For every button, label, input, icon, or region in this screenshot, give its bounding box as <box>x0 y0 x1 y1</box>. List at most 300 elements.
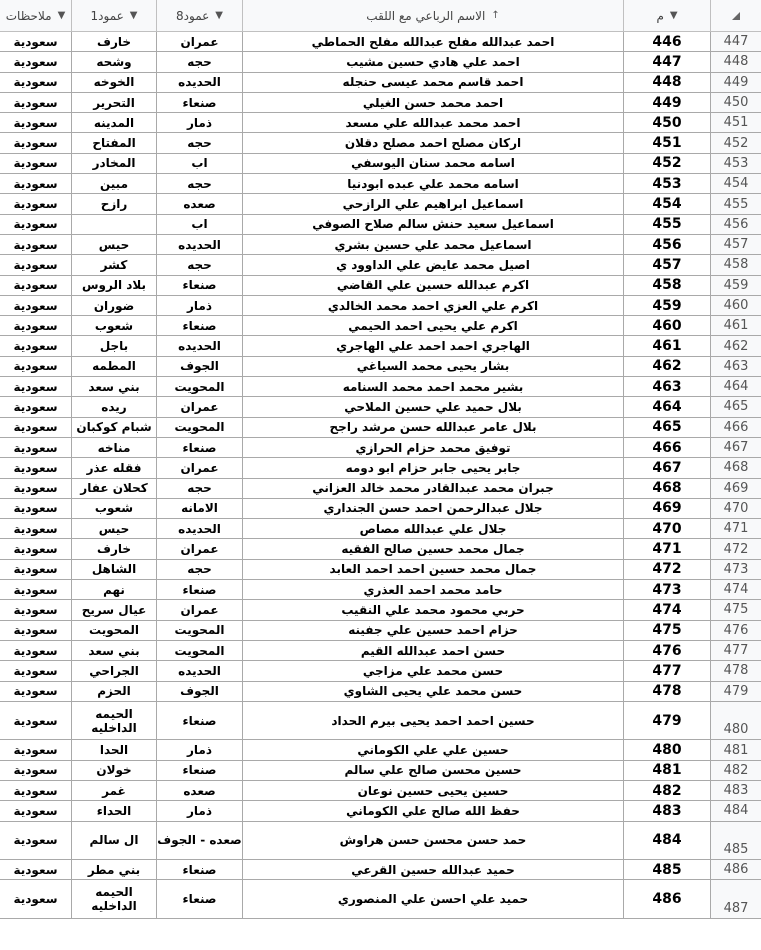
name-cell[interactable]: اكرم عبدالله حسين علي القاضي <box>243 276 624 295</box>
number-cell[interactable]: 474 <box>624 600 711 619</box>
number-cell[interactable]: 458 <box>624 276 711 295</box>
row-number[interactable]: 477 <box>711 641 761 660</box>
col1-cell[interactable]: حيس <box>72 235 157 254</box>
col8-cell[interactable]: صعده <box>157 194 243 213</box>
name-cell[interactable]: احمد محمد عبدالله علي مسعد <box>243 113 624 132</box>
notes-cell[interactable]: سعودية <box>0 801 72 820</box>
col1-cell[interactable]: الشاهل <box>72 560 157 579</box>
col1-cell[interactable]: المفتاح <box>72 133 157 152</box>
col1-cell[interactable]: مناخه <box>72 438 157 457</box>
col1-cell[interactable]: الحزم <box>72 682 157 701</box>
table-row[interactable] <box>0 822 761 861</box>
row-number[interactable]: 464 <box>711 377 761 396</box>
notes-cell[interactable]: سعودية <box>0 539 72 558</box>
filter-dropdown-icon[interactable]: ▼ <box>215 10 223 21</box>
notes-cell[interactable]: سعودية <box>0 133 72 152</box>
name-cell[interactable]: اسامه محمد علي عبده ابودنيا <box>243 174 624 193</box>
table-row[interactable] <box>0 880 761 919</box>
name-cell[interactable]: اكرم علي العزي احمد محمد الخالدي <box>243 296 624 315</box>
col1-cell[interactable]: شبام كوكبان <box>72 418 157 437</box>
filter-dropdown-icon[interactable]: ▼ <box>57 10 66 21</box>
table-row[interactable] <box>0 113 761 133</box>
notes-cell[interactable]: سعودية <box>0 73 72 92</box>
col8-cell[interactable]: اب <box>157 154 243 173</box>
col8-cell[interactable]: صنعاء <box>157 316 243 335</box>
number-cell[interactable]: 461 <box>624 336 711 355</box>
table-row[interactable] <box>0 377 761 397</box>
col8-cell[interactable]: صنعاء <box>157 860 243 879</box>
row-number[interactable]: 485 <box>711 822 761 860</box>
sort-ascending-icon[interactable]: ↑ <box>491 10 500 21</box>
col1-cell[interactable]: شعوب <box>72 316 157 335</box>
notes-cell[interactable]: سعودية <box>0 880 72 918</box>
row-number[interactable]: 466 <box>711 418 761 437</box>
name-cell[interactable]: حمد حسن محسن حسن هراوش <box>243 822 624 860</box>
table-row[interactable] <box>0 519 761 539</box>
col1-cell[interactable]: الحداء <box>72 801 157 820</box>
row-number[interactable]: 456 <box>711 215 761 234</box>
row-number[interactable]: 448 <box>711 52 761 71</box>
row-number[interactable]: 482 <box>711 761 761 780</box>
name-cell[interactable]: جابر يحيى جابر حزام ابو دومه <box>243 458 624 477</box>
col1-cell[interactable]: المطمه <box>72 357 157 376</box>
col1-cell[interactable]: الحدا <box>72 740 157 759</box>
col8-cell[interactable]: ذمار <box>157 801 243 820</box>
row-number[interactable]: 454 <box>711 174 761 193</box>
table-row[interactable] <box>0 682 761 702</box>
notes-cell[interactable]: سعودية <box>0 32 72 51</box>
table-row[interactable] <box>0 52 761 72</box>
number-cell[interactable]: 476 <box>624 641 711 660</box>
col1-cell[interactable]: حيس <box>72 519 157 538</box>
number-cell[interactable]: 471 <box>624 539 711 558</box>
col8-cell[interactable]: صنعاء <box>157 702 243 740</box>
col8-cell[interactable]: حجه <box>157 560 243 579</box>
table-row[interactable] <box>0 255 761 275</box>
table-row[interactable] <box>0 397 761 417</box>
row-number[interactable]: 463 <box>711 357 761 376</box>
table-row[interactable] <box>0 661 761 681</box>
name-cell[interactable]: توفيق محمد حزام الحرازي <box>243 438 624 457</box>
name-cell[interactable]: حسين علي علي الكوماني <box>243 740 624 759</box>
col8-cell[interactable]: عمران <box>157 600 243 619</box>
row-number[interactable]: 447 <box>711 32 761 51</box>
col8-cell[interactable]: صنعاء <box>157 438 243 457</box>
table-row[interactable] <box>0 73 761 93</box>
col1-cell[interactable]: المخادر <box>72 154 157 173</box>
notes-cell[interactable]: سعودية <box>0 740 72 759</box>
col1-cell[interactable]: غمر <box>72 781 157 800</box>
number-cell[interactable]: 466 <box>624 438 711 457</box>
row-number[interactable]: 449 <box>711 73 761 92</box>
col8-cell[interactable]: حجه <box>157 479 243 498</box>
notes-cell[interactable]: سعودية <box>0 822 72 860</box>
header-col1[interactable] <box>72 0 157 31</box>
col8-cell[interactable]: الجوف <box>157 357 243 376</box>
name-cell[interactable]: جمال محمد حسين صالح الفقيه <box>243 539 624 558</box>
notes-cell[interactable]: سعودية <box>0 418 72 437</box>
col8-cell[interactable]: عمران <box>157 32 243 51</box>
number-cell[interactable]: 454 <box>624 194 711 213</box>
table-row[interactable] <box>0 499 761 519</box>
table-row[interactable] <box>0 621 761 641</box>
select-all-corner[interactable] <box>711 0 761 31</box>
notes-cell[interactable]: سعودية <box>0 113 72 132</box>
name-cell[interactable]: اسامه محمد سنان اليوسفي <box>243 154 624 173</box>
table-row[interactable] <box>0 154 761 174</box>
number-cell[interactable]: 484 <box>624 822 711 860</box>
notes-cell[interactable]: سعودية <box>0 600 72 619</box>
name-cell[interactable]: حسين احمد احمد يحيى بيرم الحداد <box>243 702 624 740</box>
number-cell[interactable]: 447 <box>624 52 711 71</box>
col1-cell[interactable]: ريده <box>72 397 157 416</box>
col1-cell[interactable]: التحرير <box>72 93 157 112</box>
col1-cell[interactable]: شعوب <box>72 499 157 518</box>
name-cell[interactable]: اسماعيل سعيد حنش سالم صلاح الصوفي <box>243 215 624 234</box>
number-cell[interactable]: 465 <box>624 418 711 437</box>
number-cell[interactable]: 470 <box>624 519 711 538</box>
name-cell[interactable]: حميد علي احسن علي المنصوري <box>243 880 624 918</box>
row-number[interactable]: 471 <box>711 519 761 538</box>
row-number[interactable]: 450 <box>711 93 761 112</box>
col1-cell[interactable]: الحيمه الداخليه <box>72 880 157 918</box>
col8-cell[interactable]: الحديده <box>157 73 243 92</box>
number-cell[interactable]: 457 <box>624 255 711 274</box>
filter-dropdown-icon[interactable]: ▼ <box>669 10 678 21</box>
name-cell[interactable]: حفظ الله صالح علي الكوماني <box>243 801 624 820</box>
table-row[interactable] <box>0 641 761 661</box>
name-cell[interactable]: حسن محمد علي يحيى الشاوي <box>243 682 624 701</box>
row-number[interactable]: 453 <box>711 154 761 173</box>
row-number[interactable]: 458 <box>711 255 761 274</box>
row-number[interactable]: 480 <box>711 702 761 740</box>
name-cell[interactable]: بشير محمد احمد محمد السنامه <box>243 377 624 396</box>
col8-cell[interactable]: المحويت <box>157 621 243 640</box>
notes-cell[interactable]: سعودية <box>0 641 72 660</box>
number-cell[interactable]: 448 <box>624 73 711 92</box>
col8-cell[interactable]: الجوف <box>157 682 243 701</box>
col8-cell[interactable]: عمران <box>157 397 243 416</box>
number-cell[interactable]: 459 <box>624 296 711 315</box>
name-cell[interactable]: اركان مصلح احمد مصلح دقلان <box>243 133 624 152</box>
name-cell[interactable]: اكرم علي يحيى احمد الحيمي <box>243 316 624 335</box>
col1-cell[interactable]: خارف <box>72 32 157 51</box>
col8-cell[interactable]: ذمار <box>157 296 243 315</box>
name-cell[interactable]: حسين يحيى حسين نوعان <box>243 781 624 800</box>
table-row[interactable] <box>0 276 761 296</box>
table-row[interactable] <box>0 336 761 356</box>
name-cell[interactable]: الهاجري احمد احمد علي الهاجري <box>243 336 624 355</box>
table-row[interactable] <box>0 740 761 760</box>
number-cell[interactable]: 477 <box>624 661 711 680</box>
notes-cell[interactable]: سعودية <box>0 761 72 780</box>
col8-cell[interactable]: حجه <box>157 133 243 152</box>
number-cell[interactable]: 455 <box>624 215 711 234</box>
col1-cell[interactable]: فقله عذر <box>72 458 157 477</box>
table-row[interactable] <box>0 316 761 336</box>
number-cell[interactable]: 481 <box>624 761 711 780</box>
number-cell[interactable]: 483 <box>624 801 711 820</box>
name-cell[interactable]: احمد عبدالله مفلح عبدالله مفلح الحماطي <box>243 32 624 51</box>
table-row[interactable] <box>0 296 761 316</box>
col1-cell[interactable]: المحويت <box>72 621 157 640</box>
row-number[interactable]: 481 <box>711 740 761 759</box>
col8-cell[interactable]: الحديده <box>157 661 243 680</box>
number-cell[interactable]: 453 <box>624 174 711 193</box>
row-number[interactable]: 475 <box>711 600 761 619</box>
col1-cell[interactable]: كشر <box>72 255 157 274</box>
col8-cell[interactable]: عمران <box>157 458 243 477</box>
header-name[interactable] <box>243 0 624 31</box>
col8-cell[interactable]: الحديده <box>157 336 243 355</box>
name-cell[interactable]: حسين محسن صالح علي سالم <box>243 761 624 780</box>
col1-cell[interactable]: بلاد الروس <box>72 276 157 295</box>
notes-cell[interactable]: سعودية <box>0 296 72 315</box>
row-number[interactable]: 476 <box>711 621 761 640</box>
table-row[interactable] <box>0 860 761 880</box>
row-number[interactable]: 486 <box>711 860 761 879</box>
name-cell[interactable]: اصيل محمد عايض علي الداوود ي <box>243 255 624 274</box>
header-col8[interactable] <box>157 0 243 31</box>
notes-cell[interactable]: سعودية <box>0 560 72 579</box>
number-cell[interactable]: 478 <box>624 682 711 701</box>
col8-cell[interactable]: ذمار <box>157 740 243 759</box>
table-row[interactable] <box>0 580 761 600</box>
table-row[interactable] <box>0 702 761 741</box>
table-row[interactable] <box>0 235 761 255</box>
table-row[interactable] <box>0 781 761 801</box>
row-number[interactable]: 487 <box>711 880 761 918</box>
row-number[interactable]: 460 <box>711 296 761 315</box>
name-cell[interactable]: بلال حميد علي حسين الملاحي <box>243 397 624 416</box>
table-row[interactable] <box>0 133 761 153</box>
row-number[interactable]: 461 <box>711 316 761 335</box>
number-cell[interactable]: 467 <box>624 458 711 477</box>
row-number[interactable]: 467 <box>711 438 761 457</box>
row-number[interactable]: 483 <box>711 781 761 800</box>
col8-cell[interactable]: صنعاء <box>157 93 243 112</box>
name-cell[interactable]: حزام احمد حسين علي جفينه <box>243 621 624 640</box>
name-cell[interactable]: احمد علي هادي حسين مشيب <box>243 52 624 71</box>
number-cell[interactable]: 482 <box>624 781 711 800</box>
col8-cell[interactable]: ذمار <box>157 113 243 132</box>
name-cell[interactable]: حامد محمد احمد العذري <box>243 580 624 599</box>
col1-cell[interactable]: الحيمه الداخليه <box>72 702 157 740</box>
name-cell[interactable]: حميد عبدالله حسين القرعي <box>243 860 624 879</box>
number-cell[interactable]: 473 <box>624 580 711 599</box>
notes-cell[interactable]: سعودية <box>0 860 72 879</box>
col1-cell[interactable]: ال سالم <box>72 822 157 860</box>
col1-cell[interactable]: وشحه <box>72 52 157 71</box>
notes-cell[interactable]: سعودية <box>0 499 72 518</box>
table-row[interactable] <box>0 174 761 194</box>
row-number[interactable]: 469 <box>711 479 761 498</box>
col1-cell[interactable]: بني سعد <box>72 377 157 396</box>
col8-cell[interactable]: صنعاء <box>157 580 243 599</box>
col8-cell[interactable]: صنعاء <box>157 761 243 780</box>
col8-cell[interactable]: المحويت <box>157 418 243 437</box>
notes-cell[interactable]: سعودية <box>0 255 72 274</box>
filter-dropdown-icon[interactable]: ▼ <box>129 10 138 21</box>
col8-cell[interactable]: صعده - الجوف <box>157 822 243 860</box>
table-row[interactable] <box>0 438 761 458</box>
number-cell[interactable]: 460 <box>624 316 711 335</box>
name-cell[interactable]: حسن محمد علي مزاجي <box>243 661 624 680</box>
col8-cell[interactable]: المحويت <box>157 641 243 660</box>
row-number[interactable]: 478 <box>711 661 761 680</box>
row-number[interactable]: 455 <box>711 194 761 213</box>
notes-cell[interactable]: سعودية <box>0 52 72 71</box>
row-number[interactable]: 459 <box>711 276 761 295</box>
row-number[interactable]: 479 <box>711 682 761 701</box>
name-cell[interactable]: جمال محمد حسين احمد احمد العابد <box>243 560 624 579</box>
row-number[interactable]: 452 <box>711 133 761 152</box>
table-row[interactable] <box>0 801 761 821</box>
col1-cell[interactable]: الجراحي <box>72 661 157 680</box>
col8-cell[interactable]: عمران <box>157 539 243 558</box>
notes-cell[interactable]: سعودية <box>0 276 72 295</box>
name-cell[interactable]: جبران محمد عبدالقادر محمد خالد العزاني <box>243 479 624 498</box>
number-cell[interactable]: 486 <box>624 880 711 918</box>
name-cell[interactable]: جلال علي عبدالله مصاص <box>243 519 624 538</box>
name-cell[interactable]: اسماعيل محمد علي حسين بشري <box>243 235 624 254</box>
table-row[interactable] <box>0 539 761 559</box>
header-num-label: م <box>656 8 664 23</box>
col8-cell[interactable]: حجه <box>157 52 243 71</box>
col8-cell[interactable]: صنعاء <box>157 276 243 295</box>
col8-cell[interactable]: حجه <box>157 255 243 274</box>
col8-cell[interactable]: صعده <box>157 781 243 800</box>
row-number[interactable]: 470 <box>711 499 761 518</box>
col1-cell[interactable]: رازح <box>72 194 157 213</box>
col1-cell[interactable]: الخوخه <box>72 73 157 92</box>
col1-cell[interactable] <box>72 215 157 234</box>
col8-cell[interactable]: اب <box>157 215 243 234</box>
table-row[interactable] <box>0 194 761 214</box>
col8-cell[interactable]: حجه <box>157 174 243 193</box>
col8-cell[interactable]: الحديده <box>157 519 243 538</box>
number-cell[interactable]: 446 <box>624 32 711 51</box>
number-cell[interactable]: 472 <box>624 560 711 579</box>
col1-cell[interactable]: كحلان عفار <box>72 479 157 498</box>
notes-cell[interactable]: سعودية <box>0 702 72 740</box>
select-all-icon[interactable] <box>732 12 740 20</box>
col8-cell[interactable]: الامانه <box>157 499 243 518</box>
name-cell[interactable]: بلال عامر عبدالله حسن مرشد راجح <box>243 418 624 437</box>
notes-cell[interactable]: سعودية <box>0 377 72 396</box>
name-cell[interactable]: بشار يحيى محمد السياغي <box>243 357 624 376</box>
notes-cell[interactable]: سعودية <box>0 154 72 173</box>
number-cell[interactable]: 449 <box>624 93 711 112</box>
notes-cell[interactable]: سعودية <box>0 438 72 457</box>
number-cell[interactable]: 462 <box>624 357 711 376</box>
header-notes[interactable] <box>0 0 72 31</box>
number-cell[interactable]: 451 <box>624 133 711 152</box>
col1-cell[interactable]: خولان <box>72 761 157 780</box>
notes-cell[interactable]: سعودية <box>0 215 72 234</box>
notes-cell[interactable]: سعودية <box>0 458 72 477</box>
col1-cell[interactable]: باجل <box>72 336 157 355</box>
notes-cell[interactable]: سعودية <box>0 174 72 193</box>
table-row[interactable] <box>0 761 761 781</box>
table-row[interactable] <box>0 418 761 438</box>
name-cell[interactable]: اسماعيل ابراهيم علي الرازحي <box>243 194 624 213</box>
notes-cell[interactable]: سعودية <box>0 336 72 355</box>
col8-cell[interactable]: المحويت <box>157 377 243 396</box>
col1-cell[interactable]: نهم <box>72 580 157 599</box>
row-number[interactable]: 457 <box>711 235 761 254</box>
notes-cell[interactable]: سعودية <box>0 316 72 335</box>
row-number[interactable]: 484 <box>711 801 761 820</box>
name-cell[interactable]: جلال عبدالرحمن احمد حسن الجنداري <box>243 499 624 518</box>
row-number[interactable]: 473 <box>711 560 761 579</box>
row-number[interactable]: 451 <box>711 113 761 132</box>
name-cell[interactable]: احمد محمد حسن الغيلي <box>243 93 624 112</box>
number-cell[interactable]: 450 <box>624 113 711 132</box>
table-row[interactable] <box>0 215 761 235</box>
notes-cell[interactable]: سعودية <box>0 781 72 800</box>
row-number[interactable]: 468 <box>711 458 761 477</box>
col1-cell[interactable]: خارف <box>72 539 157 558</box>
row-number[interactable]: 472 <box>711 539 761 558</box>
col8-cell[interactable]: صنعاء <box>157 880 243 918</box>
table-row[interactable] <box>0 458 761 478</box>
table-row[interactable] <box>0 479 761 499</box>
number-cell[interactable]: 456 <box>624 235 711 254</box>
name-cell[interactable]: حسن احمد عبدالله القيم <box>243 641 624 660</box>
number-cell[interactable]: 480 <box>624 740 711 759</box>
table-row[interactable] <box>0 32 761 52</box>
table-row[interactable] <box>0 600 761 620</box>
header-num[interactable] <box>624 0 711 31</box>
name-cell[interactable]: حربي محمود محمد علي النقيب <box>243 600 624 619</box>
notes-cell[interactable]: سعودية <box>0 682 72 701</box>
number-cell[interactable]: 479 <box>624 702 711 740</box>
number-cell[interactable]: 485 <box>624 860 711 879</box>
table-row[interactable] <box>0 93 761 113</box>
name-cell[interactable]: احمد قاسم محمد عيسى حنجله <box>243 73 624 92</box>
notes-cell[interactable]: سعودية <box>0 397 72 416</box>
number-cell[interactable]: 469 <box>624 499 711 518</box>
notes-cell[interactable]: سعودية <box>0 621 72 640</box>
table-row[interactable] <box>0 560 761 580</box>
col1-cell[interactable]: بني سعد <box>72 641 157 660</box>
notes-cell[interactable]: سعودية <box>0 194 72 213</box>
col1-cell[interactable]: مبين <box>72 174 157 193</box>
notes-cell[interactable]: سعودية <box>0 235 72 254</box>
notes-cell[interactable]: سعودية <box>0 661 72 680</box>
number-cell[interactable]: 452 <box>624 154 711 173</box>
row-number[interactable]: 465 <box>711 397 761 416</box>
notes-cell[interactable]: سعودية <box>0 580 72 599</box>
col1-cell[interactable]: المدينه <box>72 113 157 132</box>
row-number[interactable]: 462 <box>711 336 761 355</box>
col1-cell[interactable]: عيال سريح <box>72 600 157 619</box>
number-cell[interactable]: 468 <box>624 479 711 498</box>
col1-cell[interactable]: بني مطر <box>72 860 157 879</box>
notes-cell[interactable]: سعودية <box>0 93 72 112</box>
notes-cell[interactable]: سعودية <box>0 519 72 538</box>
number-cell[interactable]: 463 <box>624 377 711 396</box>
number-cell[interactable]: 464 <box>624 397 711 416</box>
notes-cell[interactable]: سعودية <box>0 479 72 498</box>
row-number[interactable]: 474 <box>711 580 761 599</box>
notes-cell[interactable]: سعودية <box>0 357 72 376</box>
table-row[interactable] <box>0 357 761 377</box>
number-cell[interactable]: 475 <box>624 621 711 640</box>
col8-cell[interactable]: الحديده <box>157 235 243 254</box>
col1-cell[interactable]: ضوران <box>72 296 157 315</box>
